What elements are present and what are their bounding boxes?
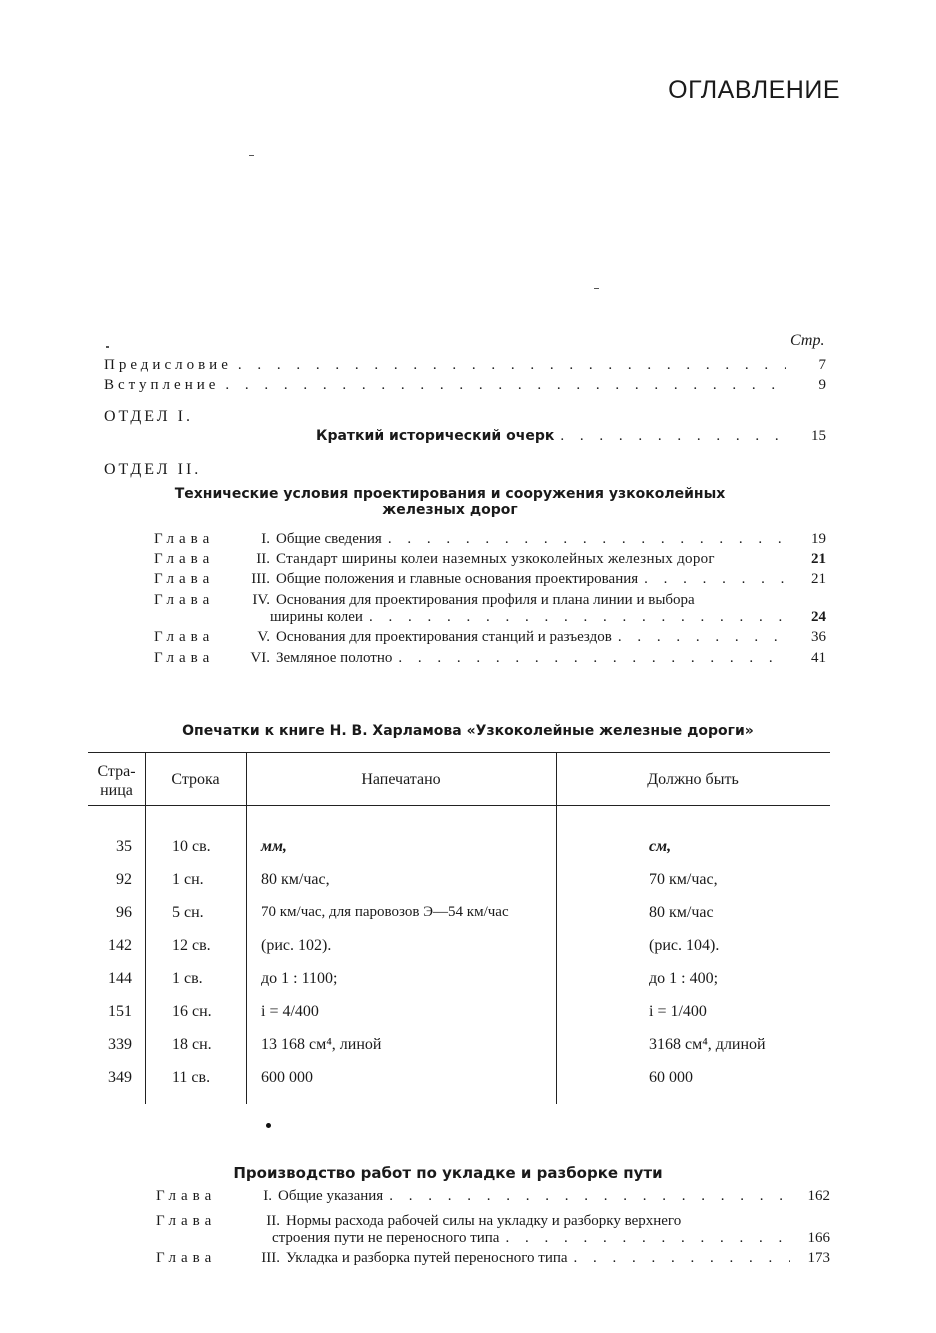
chapter-word: Глава [154, 629, 215, 645]
cell-printed: до 1 : 1100; [261, 970, 338, 987]
cell-printed: i = 4/400 [261, 1003, 319, 1020]
toc-chapter-4-cont[interactable] [270, 607, 826, 627]
scan-speck [266, 1123, 271, 1128]
toc-entry-historical-outline[interactable] [316, 426, 826, 446]
leader-dots [398, 648, 786, 668]
toc-chapter-6[interactable] [154, 648, 826, 668]
header-page [88, 762, 145, 800]
chapter-number: I. [263, 1188, 272, 1204]
table-rule-col [145, 752, 146, 1104]
chapter-page: 162 [807, 1188, 830, 1204]
toc-chapter-5[interactable] [154, 627, 826, 647]
cell-printed: мм, [261, 838, 287, 855]
leader-dots [560, 426, 786, 446]
toc-chapter-1[interactable] [154, 529, 826, 549]
chapter-number: V. [257, 629, 270, 645]
cell-page: 142 [108, 937, 132, 954]
cell-page: 339 [108, 1036, 132, 1053]
toc-entry-preface[interactable] [104, 355, 826, 375]
chapter-number: III. [251, 571, 270, 587]
chapter-number: VI. [250, 650, 270, 666]
leader-dots [369, 607, 786, 627]
cell-should-be: 80 км/час [649, 904, 714, 921]
chapter-page: 173 [807, 1250, 830, 1266]
leader-dots [389, 1186, 790, 1206]
cell-should-be: см, [649, 838, 672, 855]
cell-page: 349 [108, 1069, 132, 1086]
chapter-word: Глава [156, 1213, 217, 1229]
header-should-be: Должно быть [647, 771, 739, 788]
section-title: Технические условия проектирования и сооружения узкоколейных [174, 486, 726, 502]
chapter-title: Общие указания [278, 1188, 384, 1204]
leader-dots [225, 375, 786, 395]
section-title: железных дорог [382, 502, 518, 518]
scan-speck [594, 288, 599, 289]
chapter-title: Основания для проектирования профиля и плана линии и выбора [276, 592, 695, 608]
errata-title: Опечатки к книге Н. В. Харламова «Узкоколейные железные дороги» [182, 723, 754, 739]
leader-dots [388, 529, 786, 549]
chapter-title-continued: ширины колеи [270, 609, 363, 625]
cell-page: 96 [116, 904, 132, 921]
chapter-title: Общие сведения [276, 531, 382, 547]
header-page-line2: ница [100, 782, 133, 799]
cell-line: 16 сн. [172, 1003, 212, 1020]
cell-page: 144 [108, 970, 132, 987]
chapter-number: I. [261, 531, 270, 547]
chapter-title: Стандарт ширины колеи наземных узкоколейных железных дорог [276, 551, 715, 567]
cell-should-be: 60 000 [649, 1069, 693, 1086]
chapter-word: Глава [154, 592, 215, 608]
chapter-title: Основания для проектирования станций и разъездов [276, 629, 612, 645]
toc-entry-page: 15 [811, 428, 826, 444]
cell-should-be: до 1 : 400; [649, 970, 719, 987]
cell-printed: 600 000 [261, 1069, 313, 1086]
chapter-number: II. [256, 551, 270, 567]
chapter-page: 41 [811, 650, 826, 666]
toc-entry-label: Предисловие [104, 357, 232, 373]
chapter-page: 21 [811, 551, 826, 567]
cell-printed: 80 км/час, [261, 871, 330, 888]
chapter-word: Глава [154, 571, 215, 587]
cell-line: 11 св. [172, 1069, 211, 1086]
toc-s3-chapter-2-cont[interactable] [272, 1228, 830, 1248]
toc-entry-label: Вступление [104, 377, 220, 393]
chapter-title: Общие положения и главные основания проектирования [276, 571, 639, 587]
cell-should-be: 70 км/час, [649, 871, 718, 888]
header-printed: Напечатано [361, 771, 441, 788]
chapter-page: 166 [807, 1230, 830, 1246]
toc-entry-introduction[interactable] [104, 375, 826, 395]
toc-entry-page: 9 [818, 377, 826, 393]
table-rule-top [88, 752, 830, 753]
chapter-page: 19 [811, 531, 826, 547]
section-title: Производство работ по укладке и разборке пути [233, 1164, 663, 1182]
leader-dots [574, 1248, 790, 1268]
cell-line: 1 св. [172, 970, 203, 987]
section-label: ОТДЕЛ I. [104, 408, 193, 425]
cell-printed: (рис. 102). [261, 937, 332, 954]
toc-chapter-3[interactable] [154, 569, 826, 589]
chapter-number: III. [261, 1250, 280, 1266]
leader-dots [618, 627, 786, 647]
cell-should-be: 3168 см⁴, длиной [649, 1036, 766, 1053]
cell-page: 151 [108, 1003, 132, 1020]
scan-speck [249, 155, 254, 156]
chapter-number: IV. [252, 592, 270, 608]
cell-line: 10 св. [172, 838, 211, 855]
scan-speck [106, 346, 109, 348]
toc-chapter-2[interactable] [154, 549, 826, 569]
toc-entry-label: Краткий исторический очерк [316, 428, 555, 444]
leader-dots [505, 1228, 790, 1248]
chapter-number: II. [266, 1213, 280, 1229]
header-page-line1: Стра- [97, 763, 136, 780]
cell-line: 5 сн. [172, 904, 204, 921]
cell-should-be: i = 1/400 [649, 1003, 707, 1020]
chapter-word: Глава [154, 531, 215, 547]
cell-page: 92 [116, 871, 132, 888]
header-line: Строка [171, 771, 220, 788]
toc-s3-chapter-3[interactable] [156, 1248, 830, 1268]
chapter-title: Укладка и разборка путей переносного типа [286, 1250, 568, 1266]
chapter-page: 36 [811, 629, 826, 645]
toc-s3-chapter-1[interactable] [156, 1186, 830, 1206]
chapter-word: Глава [154, 650, 215, 666]
chapter-title: Земляное полотно [276, 650, 393, 666]
cell-page: 35 [116, 838, 132, 855]
chapter-title: Нормы расхода рабочей силы на укладку и разборку верхнего [286, 1213, 682, 1229]
chapter-word: Глава [156, 1250, 217, 1266]
section-label: ОТДЕЛ II. [104, 461, 202, 478]
chapter-page: 24 [811, 609, 826, 625]
leader-dots [644, 569, 786, 589]
page-title: ОГЛАВЛЕНИЕ [668, 76, 840, 104]
chapter-page: 21 [811, 571, 826, 587]
cell-printed: 70 км/час, для паровозов Э—54 км/час [261, 904, 509, 920]
toc-entry-page: 7 [818, 357, 826, 373]
chapter-word: Глава [154, 551, 215, 567]
cell-line: 18 сн. [172, 1036, 212, 1053]
cell-should-be: (рис. 104). [649, 937, 720, 954]
chapter-title-continued: строения пути не переносного типа [272, 1230, 500, 1246]
cell-printed: 13 168 см⁴, линой [261, 1036, 382, 1053]
page-column-label: Стр. [790, 332, 825, 349]
table-rule-header [88, 805, 830, 806]
leader-dots [238, 355, 786, 375]
cell-line: 1 сн. [172, 871, 204, 888]
chapter-word: Глава [156, 1188, 217, 1204]
cell-line: 12 св. [172, 937, 211, 954]
